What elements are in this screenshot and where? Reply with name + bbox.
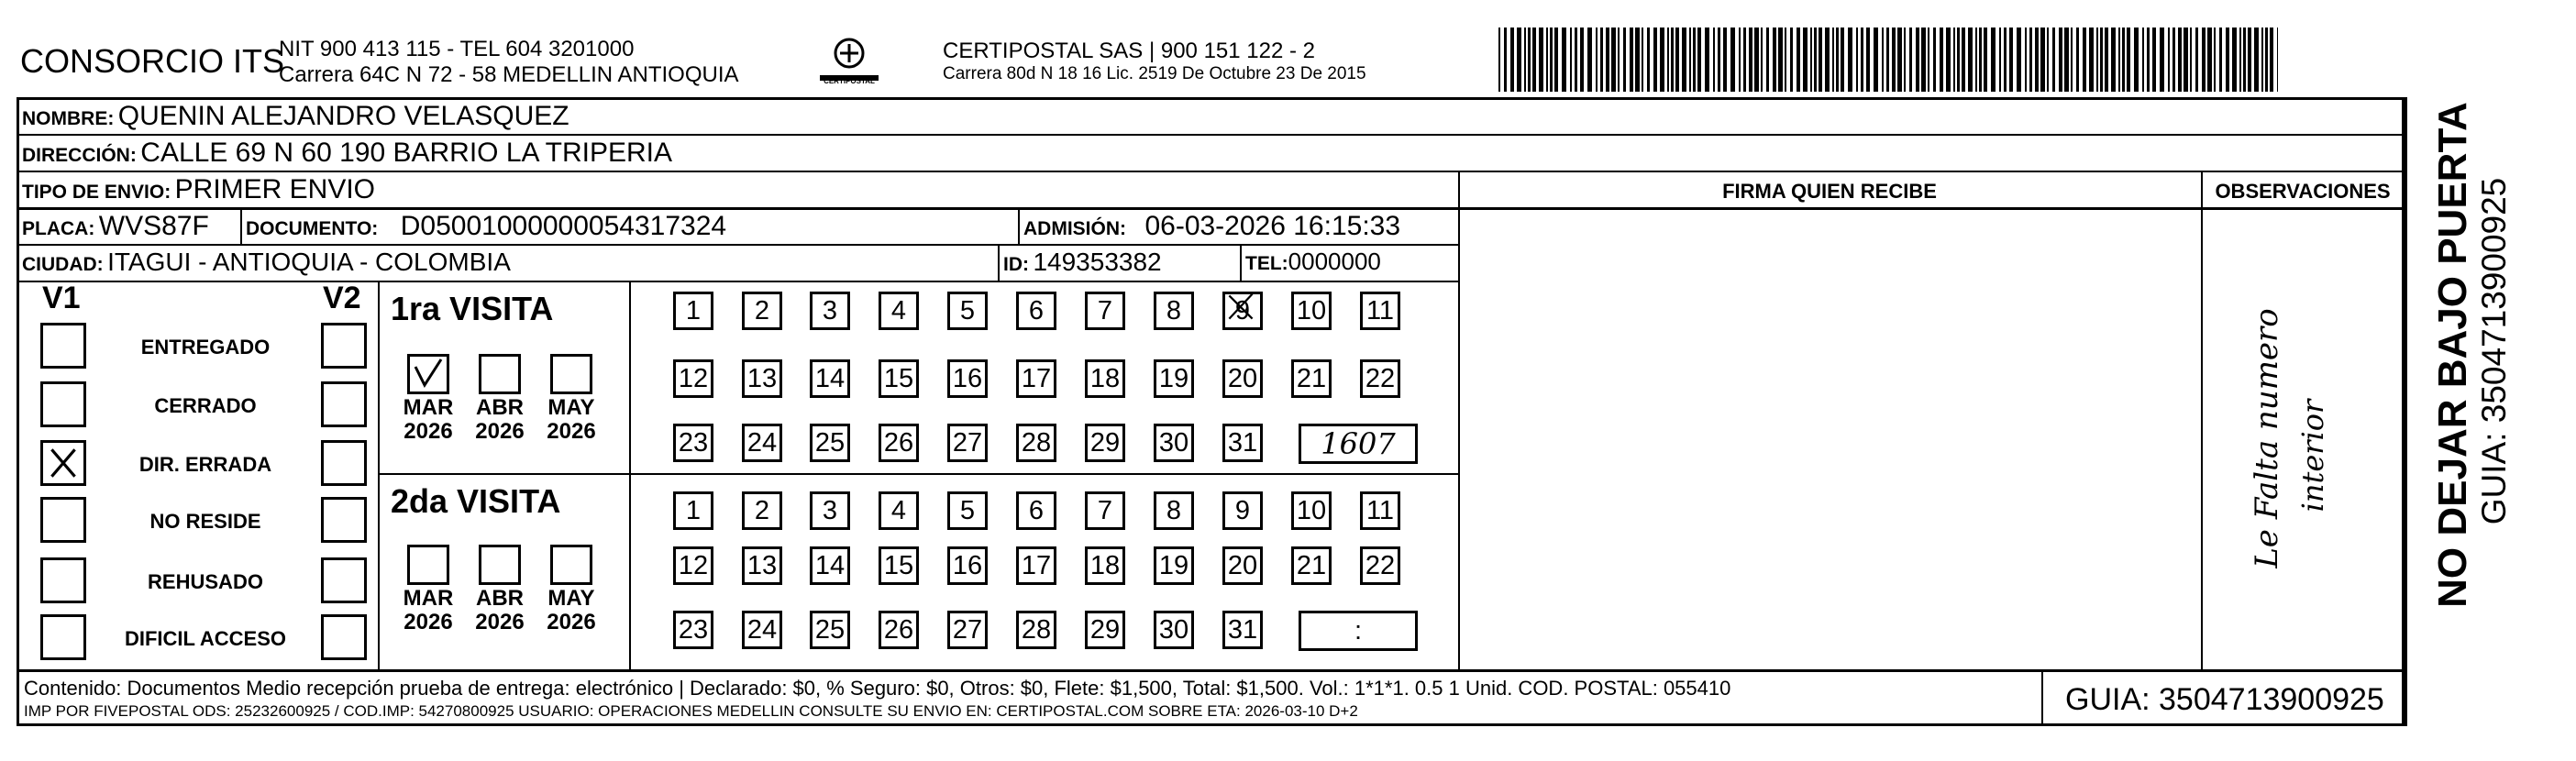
footer-contents: Contenido: Documentos Medio recepción prueba de entrega: electrónico | Declarado: $0, % Seguro: $0, Otros: $0, Flete: $1,500, Total: $1,500. Vol.: 1*1*1. 0.5 1 Unid. COD. POSTAL: 055410 — [24, 677, 1731, 700]
first-visit-day-20[interactable]: 20 — [1222, 359, 1263, 398]
second-visit-day-30[interactable]: 30 — [1154, 611, 1194, 649]
observaciones-header: OBSERVACIONES — [2215, 180, 2391, 203]
documento-label: DOCUMENTO: — [246, 218, 379, 239]
certipostal-title: CERTIPOSTAL SAS | 900 151 122 - 2 — [943, 39, 1315, 63]
footer-print-info: IMP POR FIVEPOSTAL ODS: 25232600925 / COD.IMP: 54270800925 USUARIO: OPERACIONES MEDELLIN CONSULTE SU ENVIO EN: CERTIPOSTAL.COM SOBRE ETA: 2026-03-10 D+2 — [24, 702, 1358, 720]
second-visit-day-14[interactable]: 14 — [810, 546, 850, 585]
first-visit-day-18[interactable]: 18 — [1085, 359, 1125, 398]
v1-status-checkbox[interactable] — [40, 497, 86, 543]
placa-label: PLACA: — [22, 218, 95, 239]
month-label: ABR — [476, 395, 524, 420]
ciudad-label: CIUDAD: — [22, 254, 104, 275]
v2-status-checkbox[interactable] — [321, 381, 367, 427]
year-label: 2026 — [475, 419, 525, 444]
no-dejar-bajo-puerta: NO DEJAR BAJO PUERTA — [2430, 102, 2475, 608]
observation-line-1: Le Falta numero — [2249, 308, 2285, 568]
v1-status-checkbox[interactable] — [40, 381, 86, 427]
v2-status-checkbox[interactable] — [321, 614, 367, 660]
tel-field — [1245, 248, 1381, 276]
observations-area — [2203, 209, 2403, 667]
first-visit-day-29[interactable]: 29 — [1085, 424, 1125, 462]
v1-label: V1 — [42, 281, 81, 315]
first-visit-day-26[interactable]: 26 — [879, 424, 919, 462]
first-visit-day-30[interactable]: 30 — [1154, 424, 1194, 462]
status-label: ENTREGADO — [140, 336, 271, 358]
v2-status-checkbox[interactable] — [321, 497, 367, 543]
month-label: MAR — [403, 586, 454, 611]
second-visit-day-19[interactable]: 19 — [1154, 546, 1194, 585]
id-value: 149353382 — [1033, 248, 1162, 276]
status-label: REHUSADO — [148, 570, 263, 593]
second-visit-day-28[interactable]: 28 — [1016, 611, 1056, 649]
first-visit-day-22[interactable]: 22 — [1360, 359, 1400, 398]
status-label: DIR. ERRADA — [138, 453, 272, 476]
first-visit-day-24[interactable]: 24 — [742, 424, 782, 462]
observation-line-2: interior — [2295, 399, 2330, 513]
year-label: 2026 — [547, 419, 596, 444]
second-visit-time-box[interactable] — [1299, 611, 1418, 651]
first-visit-day-1[interactable]: 1 — [673, 292, 713, 330]
admision-label: ADMISIÓN: — [1023, 218, 1126, 239]
second-visit-day-26[interactable]: 26 — [879, 611, 919, 649]
second-visit-title: 2da VISITA — [391, 482, 561, 520]
second-visit-day-2[interactable]: 2 — [742, 491, 782, 530]
first-visit-day-3[interactable]: 3 — [810, 292, 850, 330]
second-visit-day-12[interactable]: 12 — [673, 546, 713, 585]
year-label: 2026 — [404, 610, 453, 634]
first-visit-title: 1ra VISITA — [391, 290, 554, 327]
first-visit-day-2[interactable]: 2 — [742, 292, 782, 330]
second-visit-day-10[interactable]: 10 — [1291, 491, 1332, 530]
second-visit-day-9[interactable]: 9 — [1222, 491, 1263, 530]
nombre-field — [22, 101, 569, 132]
first-visit-day-19[interactable]: 19 — [1154, 359, 1194, 398]
nombre-label: NOMBRE: — [22, 108, 115, 129]
direccion-label: DIRECCIÓN: — [22, 145, 137, 166]
first-visit-day-11[interactable]: 11 — [1360, 292, 1400, 330]
second-visit-day-24[interactable]: 24 — [742, 611, 782, 649]
first-visit-day-14[interactable]: 14 — [810, 359, 850, 398]
second-visit-day-18[interactable]: 18 — [1085, 546, 1125, 585]
second-visit-day-3[interactable]: 3 — [810, 491, 850, 530]
first-visit-day-13[interactable]: 13 — [742, 359, 782, 398]
first-visit-month-checkbox[interactable] — [407, 354, 449, 394]
side-text — [2421, 97, 2559, 647]
first-visit-day-6[interactable]: 6 — [1016, 292, 1056, 330]
second-visit-day-11[interactable]: 11 — [1360, 491, 1400, 530]
second-visit-day-31[interactable]: 31 — [1222, 611, 1263, 649]
placa-value: WVS87F — [98, 211, 209, 241]
second-visit-time-placeholder: : — [1354, 615, 1363, 645]
second-visit-month-checkbox[interactable] — [550, 545, 592, 585]
first-visit-day-7[interactable]: 7 — [1085, 292, 1125, 330]
first-visit-time-box[interactable] — [1299, 424, 1418, 464]
status-label: NO RESIDE — [149, 510, 261, 533]
certipostal-logo-text: CERTIPOSTAL — [824, 77, 875, 85]
first-visit-day-16[interactable]: 16 — [947, 359, 988, 398]
first-visit-day-25[interactable]: 25 — [810, 424, 850, 462]
v2-status-checkbox[interactable] — [321, 323, 367, 369]
month-label: MAR — [403, 395, 454, 420]
first-visit-month-checkbox[interactable] — [479, 354, 521, 394]
month-label: MAY — [547, 395, 595, 420]
second-visit-day-20[interactable]: 20 — [1222, 546, 1263, 585]
v1-status-checkbox[interactable] — [40, 614, 86, 660]
side-guia: GUIA: 3504713900925 — [2475, 177, 2513, 525]
firma-header: FIRMA QUIEN RECIBE — [1722, 180, 1937, 203]
admision-value: 06-03-2026 16:15:33 — [1144, 211, 1401, 241]
v2-status-checkbox[interactable] — [321, 557, 367, 603]
second-visit-day-5[interactable]: 5 — [947, 491, 988, 530]
footer-guia: GUIA: 3504713900925 — [2065, 682, 2384, 717]
first-visit-day-31[interactable]: 31 — [1222, 424, 1263, 462]
status-label: CERRADO — [154, 394, 257, 417]
first-visit-month-checkbox[interactable] — [550, 354, 592, 394]
id-field — [1003, 248, 1162, 277]
first-visit-day-28[interactable]: 28 — [1016, 424, 1056, 462]
year-label: 2026 — [404, 419, 453, 444]
company-nit: NIT 900 413 115 - TEL 604 3201000 — [279, 37, 635, 61]
first-visit-day-4[interactable]: 4 — [879, 292, 919, 330]
company-name: CONSORCIO ITS — [20, 42, 285, 80]
direccion-value: CALLE 69 N 60 190 BARRIO LA TRIPERIA — [140, 138, 673, 168]
month-label: MAY — [547, 586, 595, 611]
first-visit-day-23[interactable]: 23 — [673, 424, 713, 462]
second-visit-day-23[interactable]: 23 — [673, 611, 713, 649]
v1-status-checkbox[interactable] — [40, 440, 86, 486]
second-visit-day-16[interactable]: 16 — [947, 546, 988, 585]
second-visit-day-29[interactable]: 29 — [1085, 611, 1125, 649]
documento-field — [246, 211, 726, 242]
id-label: ID: — [1003, 254, 1029, 275]
second-visit-day-15[interactable]: 15 — [879, 546, 919, 585]
company-address: Carrera 64C N 72 - 58 MEDELLIN ANTIOQUIA — [279, 62, 739, 87]
tipo-label: TIPO DE ENVIO: — [22, 182, 171, 203]
first-visit-day-8[interactable]: 8 — [1154, 292, 1194, 330]
v1-status-checkbox[interactable] — [40, 323, 86, 369]
second-visit-day-6[interactable]: 6 — [1016, 491, 1056, 530]
placa-field — [22, 211, 209, 242]
second-visit-day-13[interactable]: 13 — [742, 546, 782, 585]
second-visit-month-checkbox[interactable] — [479, 545, 521, 585]
first-visit-day-17[interactable]: 17 — [1016, 359, 1056, 398]
tel-label: TEL: — [1245, 253, 1288, 274]
second-visit-day-1[interactable]: 1 — [673, 491, 713, 530]
admision-field — [1023, 211, 1400, 242]
year-label: 2026 — [547, 610, 596, 634]
ciudad-value: ITAGUI - ANTIOQUIA - COLOMBIA — [107, 248, 511, 276]
nombre-value: QUENIN ALEJANDRO VELASQUEZ — [117, 101, 569, 131]
v1-status-checkbox[interactable] — [40, 557, 86, 603]
tipo-field — [22, 174, 375, 205]
first-visit-day-12[interactable]: 12 — [673, 359, 713, 398]
direccion-field — [22, 138, 672, 169]
first-visit-day-21[interactable]: 21 — [1291, 359, 1332, 398]
year-label: 2026 — [475, 610, 525, 634]
v2-label: V2 — [323, 281, 361, 315]
ciudad-field — [22, 248, 511, 277]
documento-value: D050010000000543173​24 — [400, 211, 727, 241]
first-visit-day-10[interactable]: 10 — [1291, 292, 1332, 330]
first-visit-time: 1607 — [1321, 426, 1396, 461]
barcode — [1498, 28, 2278, 92]
tipo-value: PRIMER ENVIO — [174, 174, 376, 204]
second-visit-day-25[interactable]: 25 — [810, 611, 850, 649]
first-visit-day-9[interactable]: 9 — [1222, 292, 1263, 330]
first-visit-day-27[interactable]: 27 — [947, 424, 988, 462]
certipostal-address: Carrera 80d N 18 16 Lic. 2519 De Octubre 23 De 2015 — [943, 64, 1366, 83]
status-label: DIFICIL ACCESO — [124, 627, 286, 650]
first-visit-day-5[interactable]: 5 — [947, 292, 988, 330]
second-visit-day-7[interactable]: 7 — [1085, 491, 1125, 530]
second-visit-month-checkbox[interactable] — [407, 545, 449, 585]
v2-status-checkbox[interactable] — [321, 440, 367, 486]
second-visit-day-17[interactable]: 17 — [1016, 546, 1056, 585]
second-visit-day-27[interactable]: 27 — [947, 611, 988, 649]
second-visit-day-22[interactable]: 22 — [1360, 546, 1400, 585]
second-visit-day-8[interactable]: 8 — [1154, 491, 1194, 530]
month-label: ABR — [476, 586, 524, 611]
tel-value: 0000000 — [1288, 248, 1381, 275]
signature-area[interactable] — [1460, 209, 2199, 667]
first-visit-day-15[interactable]: 15 — [879, 359, 919, 398]
second-visit-day-4[interactable]: 4 — [879, 491, 919, 530]
second-visit-day-21[interactable]: 21 — [1291, 546, 1332, 585]
